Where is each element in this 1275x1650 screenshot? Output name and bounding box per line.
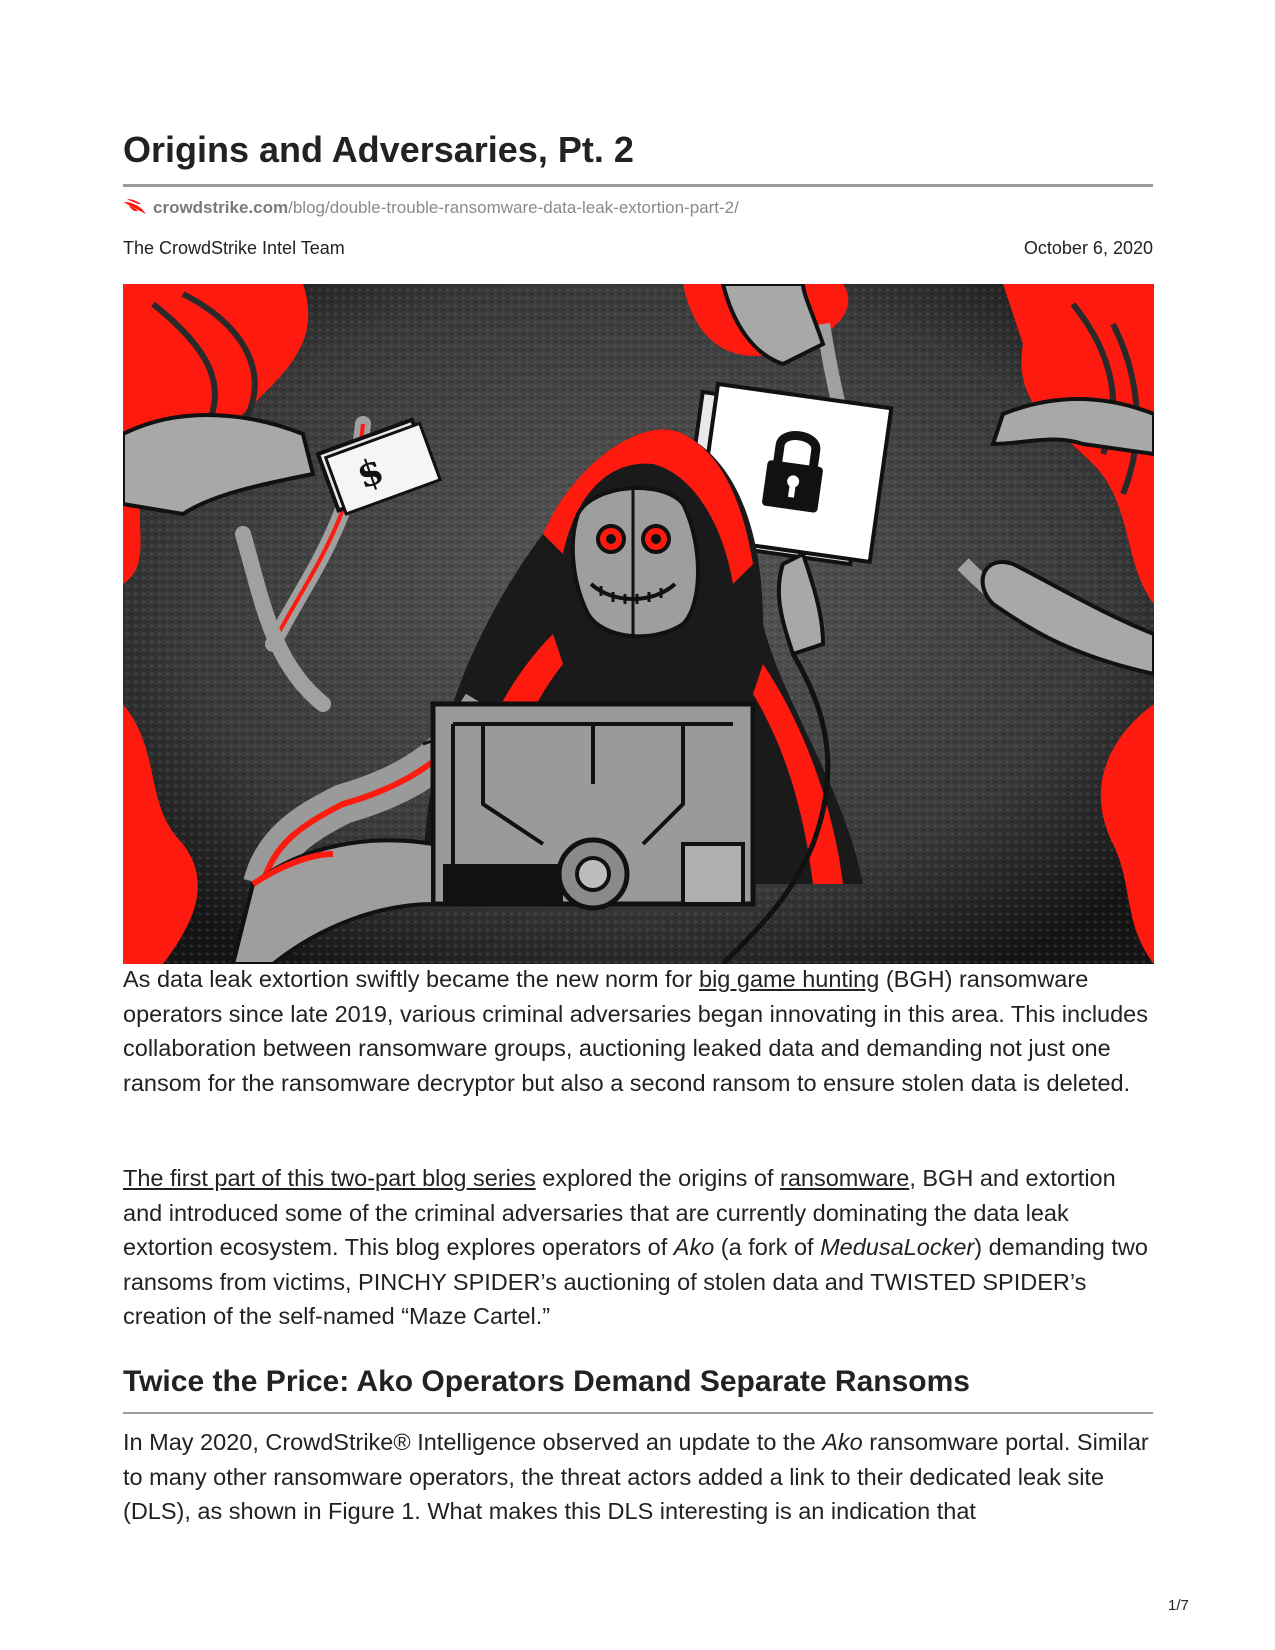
text-run: explored the origins of bbox=[535, 1165, 781, 1191]
emphasis-ako: Ako bbox=[673, 1234, 715, 1260]
text-run: ransomware portal. Similar to many other ransomware operators, the threat actors added a link to their dedicated leak site (DLS), as shown in Figure 1. What makes this DLS interesting is an indication that bbox=[123, 1429, 1149, 1524]
emphasis-ako: Ako bbox=[822, 1429, 863, 1455]
hooded-hacker-illustration bbox=[123, 284, 1154, 964]
source-path: /blog/double-trouble-ransomware-data-leak-extortion-part-2/ bbox=[288, 198, 739, 217]
link-big-game-hunting[interactable]: big game hunting bbox=[699, 966, 880, 992]
text-run: (BGH) ransomware operators since late 2019, various criminal adversaries began innovating in this area. This includes collaboration between ransomware groups, auctioning leaked data and demanding not just one ransom for the ransomware decryptor but also a second ransom to ensure stolen data is deleted. bbox=[123, 966, 1148, 1096]
author: The CrowdStrike Intel Team bbox=[123, 238, 345, 258]
intro-paragraph bbox=[123, 962, 1158, 1100]
text-run: In May 2020, CrowdStrike® Intelligence observed an update to the bbox=[123, 1429, 823, 1455]
emphasis-medusalocker: MedusaLocker bbox=[820, 1234, 975, 1260]
link-first-part-blog-series[interactable]: The first part of this two-part blog series bbox=[123, 1165, 536, 1191]
hero-image bbox=[123, 284, 1154, 964]
text-run: As data leak extortion swiftly became the new norm for bbox=[123, 966, 700, 992]
source-link[interactable] bbox=[123, 198, 739, 218]
page-title: Origins and Adversaries, Pt. 2 bbox=[123, 129, 634, 170]
page-number: 1/7 bbox=[1168, 1597, 1189, 1614]
section-heading: Twice the Price: Ako Operators Demand Separate Ransoms bbox=[123, 1365, 970, 1398]
svg-text:$: $ bbox=[351, 449, 390, 498]
link-ransomware[interactable]: ransomware bbox=[780, 1165, 910, 1191]
text-run: (a fork of bbox=[714, 1234, 821, 1260]
text-run: , BGH and extortion and introduced some of the criminal adversaries that are currently dominating the data leak extortion ecosystem. This blog explores operators of bbox=[123, 1165, 1116, 1260]
publish-date: October 6, 2020 bbox=[1023, 238, 1153, 258]
section-divider bbox=[123, 1412, 1153, 1414]
source-domain: crowdstrike.com bbox=[153, 198, 289, 217]
crowdstrike-falcon-icon bbox=[123, 198, 147, 221]
ako-paragraph bbox=[123, 1425, 1158, 1529]
series-paragraph bbox=[123, 1161, 1158, 1334]
text-run: ) demanding two ransoms from victims, PINCHY SPIDER’s auctioning of stolen data and TWISTED SPIDER’s creation of the self-named “Maze Cartel.” bbox=[123, 1234, 1148, 1329]
title-divider bbox=[123, 184, 1153, 187]
